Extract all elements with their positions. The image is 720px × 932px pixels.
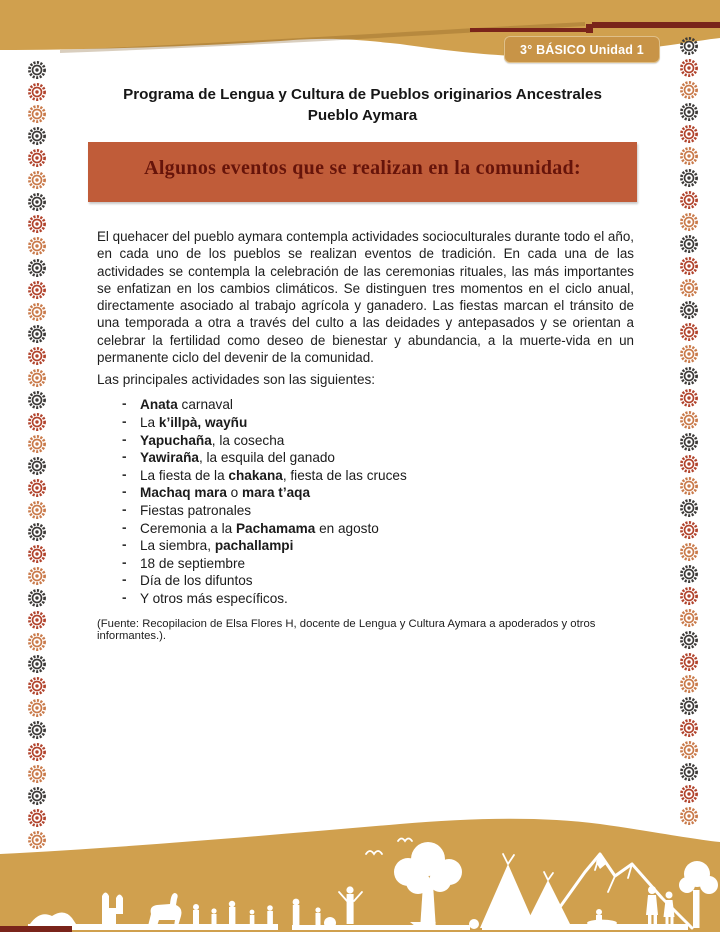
left-textile-border — [27, 60, 47, 850]
intro-paragraph: El quehacer del pueblo aymara contempla actividades socioculturales durante todo el año, en cada uno de los pueblos se realizan eventos de tradición. En cada una de las actividades se contempla la celebración de las ceremonias rituales, las más importantes se enfatizan en los cambios climáticos. Se distinguen tres momentos en el ciclo anual, directamente asociado al trabajo agrícola y ganadero. Las fiestas marcan el tránsito de una temporada a otra a través del culto a las deidades y antepasados y se orientan a celebrar la fertilidad como deseo de bienestar y abundancia, a la muerte-vida en un permanente ciclo del devenir de la comunidad. — [97, 229, 634, 366]
textile-rosette-icon — [679, 740, 699, 760]
list-item: - Día de los difuntos — [140, 572, 637, 590]
textile-rosette-icon — [679, 564, 699, 584]
textile-rosette-icon — [679, 366, 699, 386]
textile-rosette-icon — [679, 102, 699, 122]
textile-rosette-icon — [679, 652, 699, 672]
textile-rosette-icon — [27, 170, 47, 190]
page-title-line1: Programa de Lengua y Cultura de Pueblos originarios Ancestrales — [123, 86, 602, 103]
textile-rosette-icon — [679, 190, 699, 210]
textile-rosette-icon — [679, 718, 699, 738]
textile-rosette-icon — [27, 456, 47, 476]
textile-rosette-icon — [27, 324, 47, 344]
textile-rosette-icon — [679, 344, 699, 364]
textile-rosette-icon — [679, 630, 699, 650]
textile-rosette-icon — [679, 300, 699, 320]
textile-rosette-icon — [679, 498, 699, 518]
textile-rosette-icon — [679, 168, 699, 188]
textile-rosette-icon — [679, 410, 699, 430]
textile-rosette-icon — [679, 234, 699, 254]
textile-rosette-icon — [27, 192, 47, 212]
textile-rosette-icon — [679, 762, 699, 782]
textile-rosette-icon — [27, 412, 47, 432]
textile-rosette-icon — [679, 388, 699, 408]
section-banner — [88, 142, 637, 202]
textile-rosette-icon — [679, 80, 699, 100]
textile-rosette-icon — [27, 654, 47, 674]
textile-rosette-icon — [27, 500, 47, 520]
textile-rosette-icon — [679, 608, 699, 628]
section-banner-title: Algunos eventos que se realizan en la comunidad: — [144, 156, 581, 179]
list-intro-text: Las principales actividades son las siguientes: — [97, 372, 376, 388]
textile-rosette-icon — [679, 784, 699, 804]
list-item: - La siembra, pachallampi — [140, 537, 637, 555]
textile-rosette-icon — [27, 214, 47, 234]
maroon-accent-line — [592, 22, 720, 28]
textile-rosette-icon — [27, 698, 47, 718]
textile-rosette-icon — [679, 58, 699, 78]
footer-band — [0, 812, 720, 932]
source-note: (Fuente: Recopilacion de Elsa Flores H, docente de Lengua y Cultura Aymara a apoderados y otros informantes.). — [97, 617, 596, 642]
textile-rosette-icon — [679, 542, 699, 562]
textile-rosette-icon — [27, 104, 47, 124]
textile-rosette-icon — [27, 236, 47, 256]
andean-landscape-silhouette — [0, 812, 720, 932]
textile-rosette-icon — [27, 60, 47, 80]
list-item: - Yawiraña, la esquila del ganado — [140, 449, 637, 467]
textile-rosette-icon — [679, 36, 699, 56]
textile-rosette-icon — [27, 390, 47, 410]
textile-rosette-icon — [27, 434, 47, 454]
page-title — [88, 84, 637, 126]
list-item: - La fiesta de la chakana, fiesta de las cruces — [140, 467, 637, 485]
textile-rosette-icon — [679, 696, 699, 716]
list-item: - 18 de septiembre — [140, 555, 637, 573]
textile-rosette-icon — [27, 82, 47, 102]
textile-rosette-icon — [679, 674, 699, 694]
activities-list — [88, 396, 637, 607]
list-item: - Yapuchaña, la cosecha — [140, 432, 637, 450]
textile-rosette-icon — [27, 588, 47, 608]
textile-rosette-icon — [27, 742, 47, 762]
list-item: - Machaq mara o mara t’aqa — [140, 484, 637, 502]
textile-rosette-icon — [679, 256, 699, 276]
textile-rosette-icon — [27, 610, 47, 630]
textile-rosette-icon — [27, 764, 47, 784]
unit-badge-label: 3° BÁSICO Unidad 1 — [520, 42, 644, 57]
textile-rosette-icon — [27, 478, 47, 498]
textile-rosette-icon — [27, 126, 47, 146]
textile-rosette-icon — [27, 522, 47, 542]
list-item: - Anata carnaval — [140, 396, 637, 414]
textile-rosette-icon — [27, 280, 47, 300]
textile-rosette-icon — [27, 258, 47, 278]
document-content — [88, 84, 637, 642]
textile-rosette-icon — [679, 124, 699, 144]
textile-rosette-icon — [27, 302, 47, 322]
textile-rosette-icon — [679, 278, 699, 298]
textile-rosette-icon — [679, 432, 699, 452]
textile-rosette-icon — [679, 146, 699, 166]
textile-rosette-icon — [679, 212, 699, 232]
textile-rosette-icon — [27, 368, 47, 388]
textile-rosette-icon — [679, 586, 699, 606]
list-item: - Fiestas patronales — [140, 502, 637, 520]
textile-rosette-icon — [679, 322, 699, 342]
list-item: - Y otros más específicos. — [140, 590, 637, 608]
textile-rosette-icon — [27, 632, 47, 652]
textile-rosette-icon — [27, 544, 47, 564]
textile-rosette-icon — [27, 566, 47, 586]
textile-rosette-icon — [679, 520, 699, 540]
textile-rosette-icon — [679, 476, 699, 496]
textile-rosette-icon — [27, 346, 47, 366]
textile-rosette-icon — [27, 148, 47, 168]
unit-badge — [504, 36, 660, 63]
textile-rosette-icon — [27, 720, 47, 740]
maroon-accent-line — [470, 28, 588, 32]
list-item: - La k’illpà, wayñu — [140, 414, 637, 432]
right-textile-border — [679, 36, 699, 826]
page-title-line2: Pueblo Aymara — [307, 107, 418, 124]
textile-rosette-icon — [27, 676, 47, 696]
textile-rosette-icon — [27, 786, 47, 806]
textile-rosette-icon — [679, 454, 699, 474]
list-item: - Ceremonia a la Pachamama en agosto — [140, 520, 637, 538]
